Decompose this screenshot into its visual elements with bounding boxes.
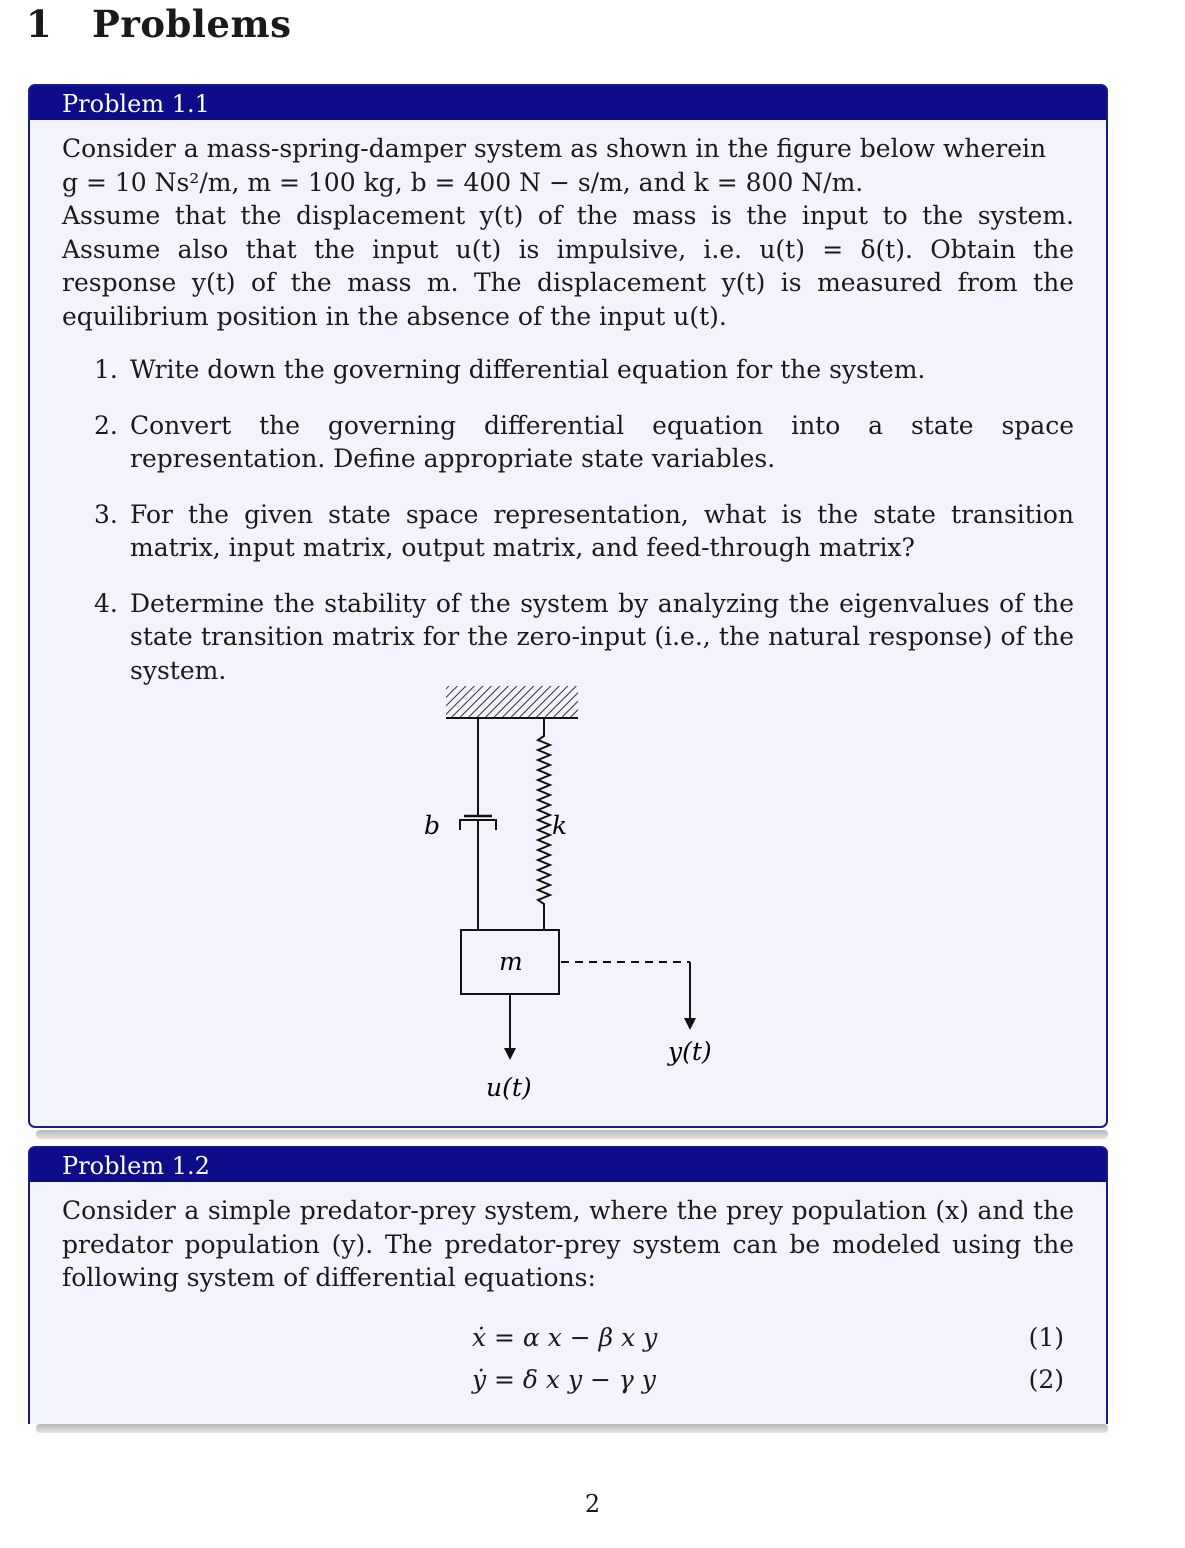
task-index: 2. <box>94 410 118 440</box>
damper-label: b <box>424 811 441 840</box>
problem-1-1-intro-line1: Consider a mass-spring-damper system as shown in the figure below wherein <box>62 134 1047 163</box>
output-label: y(t) <box>668 1037 712 1066</box>
mass-spring-damper-figure <box>30 86 1106 1126</box>
problem-1-2-box <box>28 1146 1108 1424</box>
equation-2-number: (2) <box>1028 1364 1064 1394</box>
task-text: Convert the governing differential equation into a state space representation. Define appropriate state variables. <box>130 410 1074 473</box>
task-text: For the given state space representation, what is the state transition matrix, input matrix, output matrix, and feed-through matrix? <box>130 499 1074 562</box>
page-number: 2 <box>584 1490 601 1518</box>
equation-1-number: (1) <box>1028 1322 1064 1352</box>
input-arrowhead <box>504 1048 516 1060</box>
equation-2-rhs: = δ x y − γ y <box>494 1364 656 1394</box>
input-label: u(t) <box>486 1073 532 1102</box>
problem-1-2-header: Problem 1.2 <box>30 1148 1106 1182</box>
problem-1-2-intro: Consider a simple predator-prey system, where the prey population (x) and the predator population (y). The predator-prey system can be modeled using the following system of differential equations: <box>62 1196 1074 1292</box>
problem-1-1-shadow <box>36 1130 1108 1139</box>
task-index: 1. <box>94 355 118 384</box>
output-arrowhead <box>684 1018 696 1030</box>
equation-1-lhs: ẋ <box>472 1322 487 1352</box>
problem-1-1-header: Problem 1.1 <box>30 86 1106 120</box>
problem-1-1-intro-rest: Assume that the displacement y(t) of the mass is the input to the system. Assume also that the input u(t) is impulsive, i.e. u(t) = δ(t). Obtain the response y(t) of the mass m. The displacement y(t) is measured from the equilibrium position in the absence of the input u(t). <box>62 201 1074 331</box>
equation-2-lhs: ẏ <box>472 1364 487 1394</box>
problem-1-2-shadow <box>36 1424 1108 1433</box>
equation-1-rhs: = α x − β x y <box>494 1322 658 1352</box>
problem-1-1-intro-line2: g = 10 Ns²/m, m = 100 kg, b = 400 N − s/m, and k = 800 N/m. <box>62 167 864 197</box>
task-index: 4. <box>94 588 118 618</box>
spring-coil <box>538 718 550 930</box>
task-index: 3. <box>94 499 118 529</box>
task-text: Determine the stability of the system by analyzing the eigenvalues of the state transition matrix for the zero-input (i.e., the natural response) of the system. <box>130 588 1074 685</box>
mass-label: m <box>499 947 523 976</box>
section-title: Problems <box>92 2 292 46</box>
problem-1-2-body <box>30 1182 1106 1405</box>
section-number: 1 <box>26 2 53 46</box>
task-text: Write down the governing differential equation for the system. <box>130 355 926 384</box>
ground-hatch <box>446 686 578 718</box>
section-heading <box>26 2 291 46</box>
problem-1-1-box <box>28 84 1108 1128</box>
equation-block <box>62 1315 1074 1405</box>
spring-label: k <box>552 811 568 840</box>
